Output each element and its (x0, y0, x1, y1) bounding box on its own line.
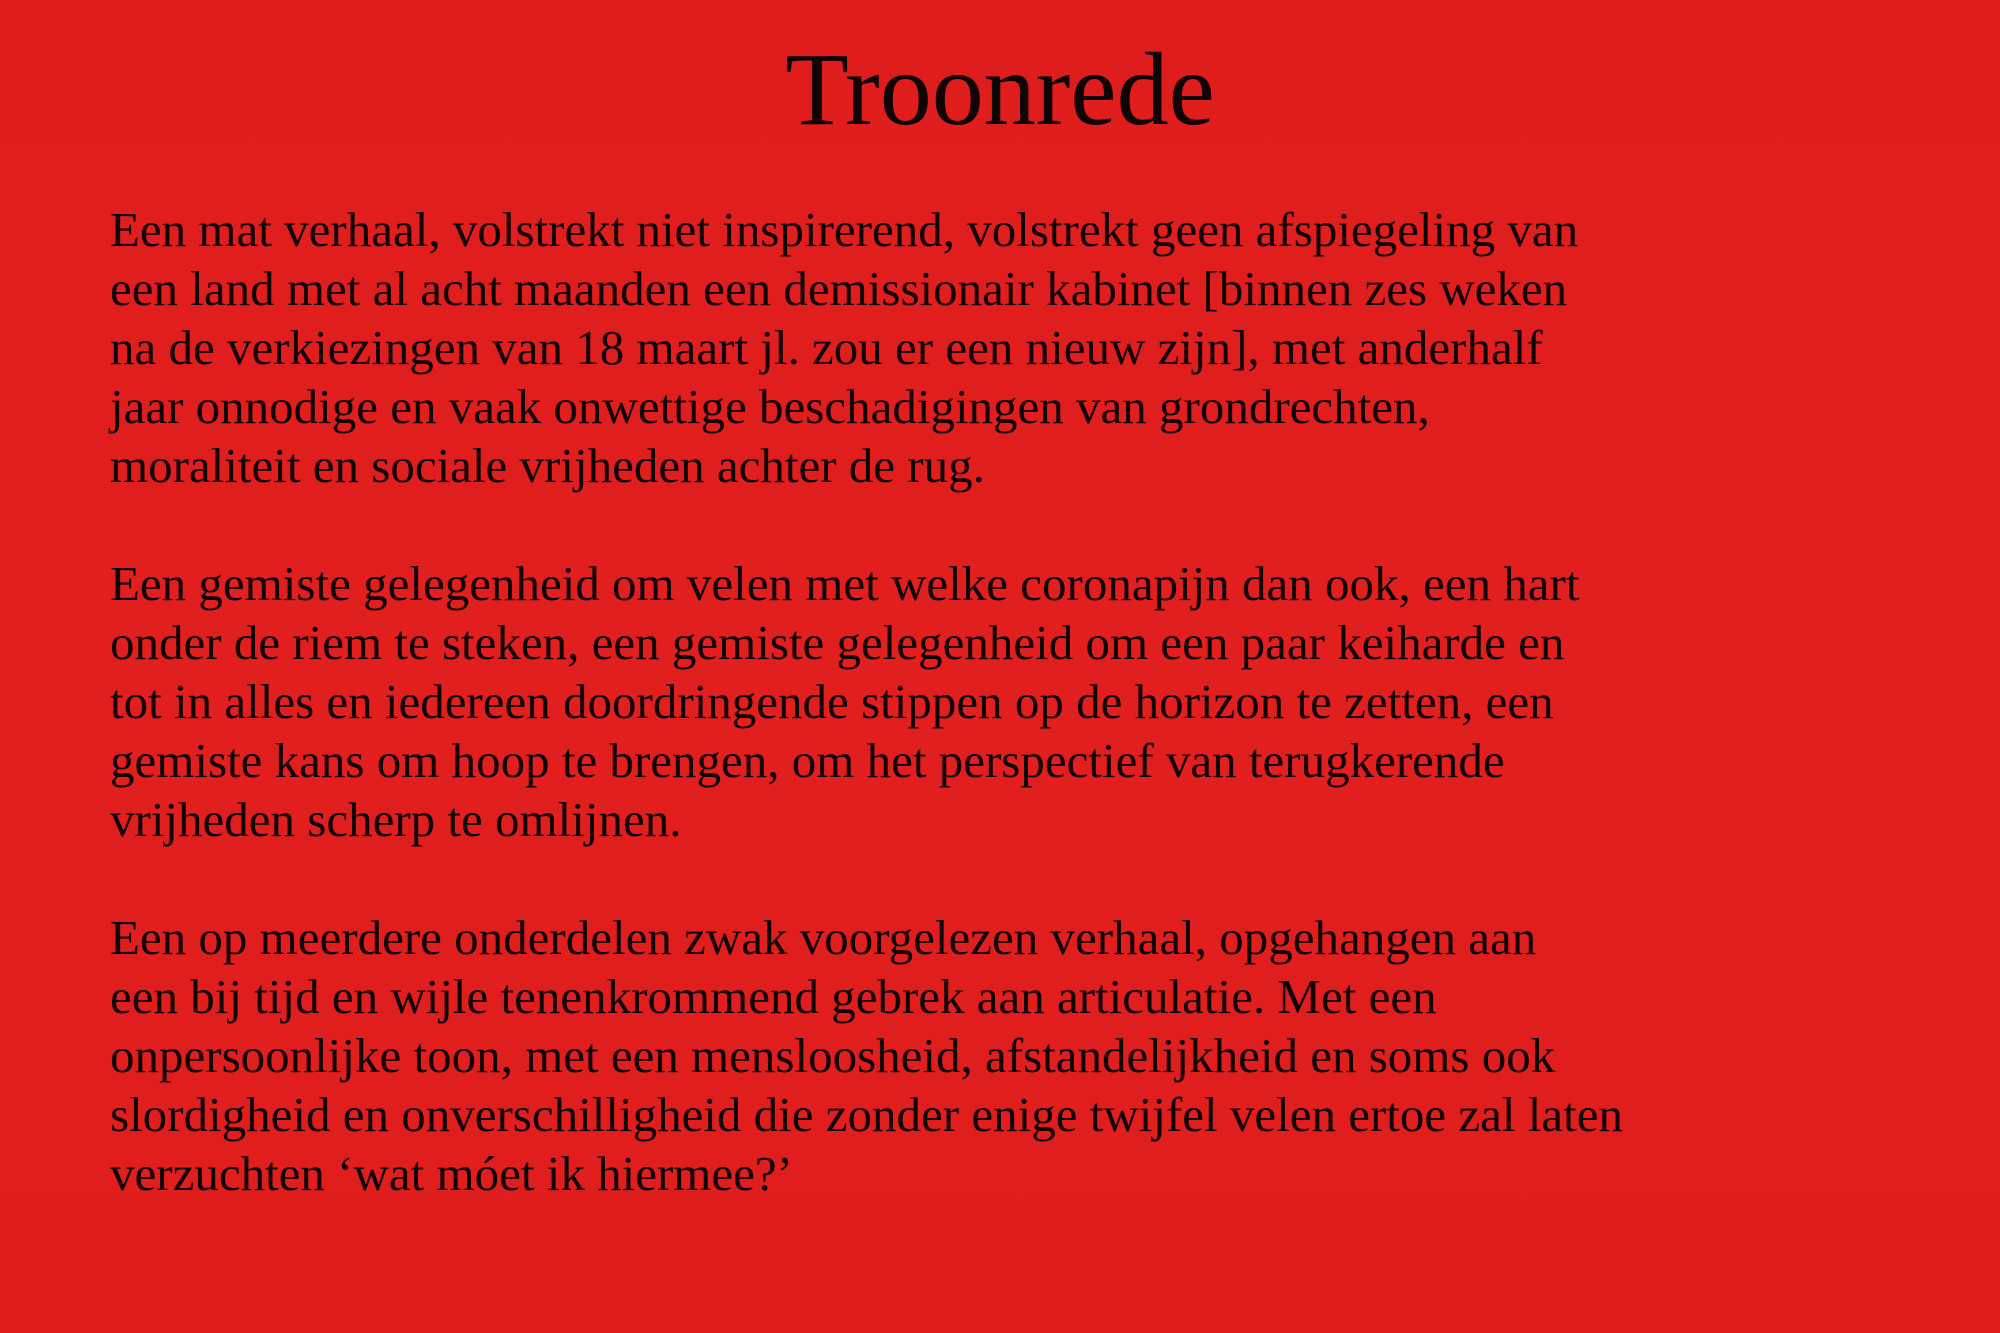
text-line: tot in alles en iedereen doordringende stippen op de horizon te zetten, een (110, 674, 1554, 729)
text-line: een bij tijd en wijle tenenkrommend gebrek aan articulatie. Met een (110, 969, 1437, 1024)
page-title: Troonrede (785, 32, 1215, 147)
paragraph-2 (110, 554, 1960, 849)
text-line: slordigheid en onverschilligheid die zonder enige twijfel velen ertoe zal laten (110, 1087, 1623, 1142)
article-body (110, 200, 1960, 1262)
text-line: verzuchten ‘wat móet ik hiermee?’ (110, 1146, 793, 1201)
text-line: Een op meerdere onderdelen zwak voorgelezen verhaal, opgehangen aan (110, 910, 1537, 965)
text-line: onpersoonlijke toon, met een mensloosheid, afstandelijkheid en soms ook (110, 1028, 1556, 1083)
paragraph-1 (110, 200, 1960, 495)
text-line: vrijheden scherp te omlijnen. (110, 792, 682, 847)
text-line: onder de riem te steken, een gemiste gelegenheid om een paar keiharde en (110, 615, 1565, 670)
text-line: jaar onnodige en vaak onwettige beschadigingen van grondrechten, (110, 379, 1430, 434)
text-line: een land met al acht maanden een demissionair kabinet [binnen zes weken (110, 261, 1568, 316)
paragraph-3 (110, 908, 1960, 1203)
text-line: Een mat verhaal, volstrekt niet inspirerend, volstrekt geen afspiegeling van (110, 202, 1579, 257)
text-line: na de verkiezingen van 18 maart jl. zou er een nieuw zijn], met anderhalf (110, 320, 1543, 375)
text-line: gemiste kans om hoop te brengen, om het perspectief van terugkerende (110, 733, 1505, 788)
text-line: moraliteit en sociale vrijheden achter de rug. (110, 438, 985, 493)
text-line: Een gemiste gelegenheid om velen met welke coronapijn dan ook, een hart (110, 556, 1580, 611)
